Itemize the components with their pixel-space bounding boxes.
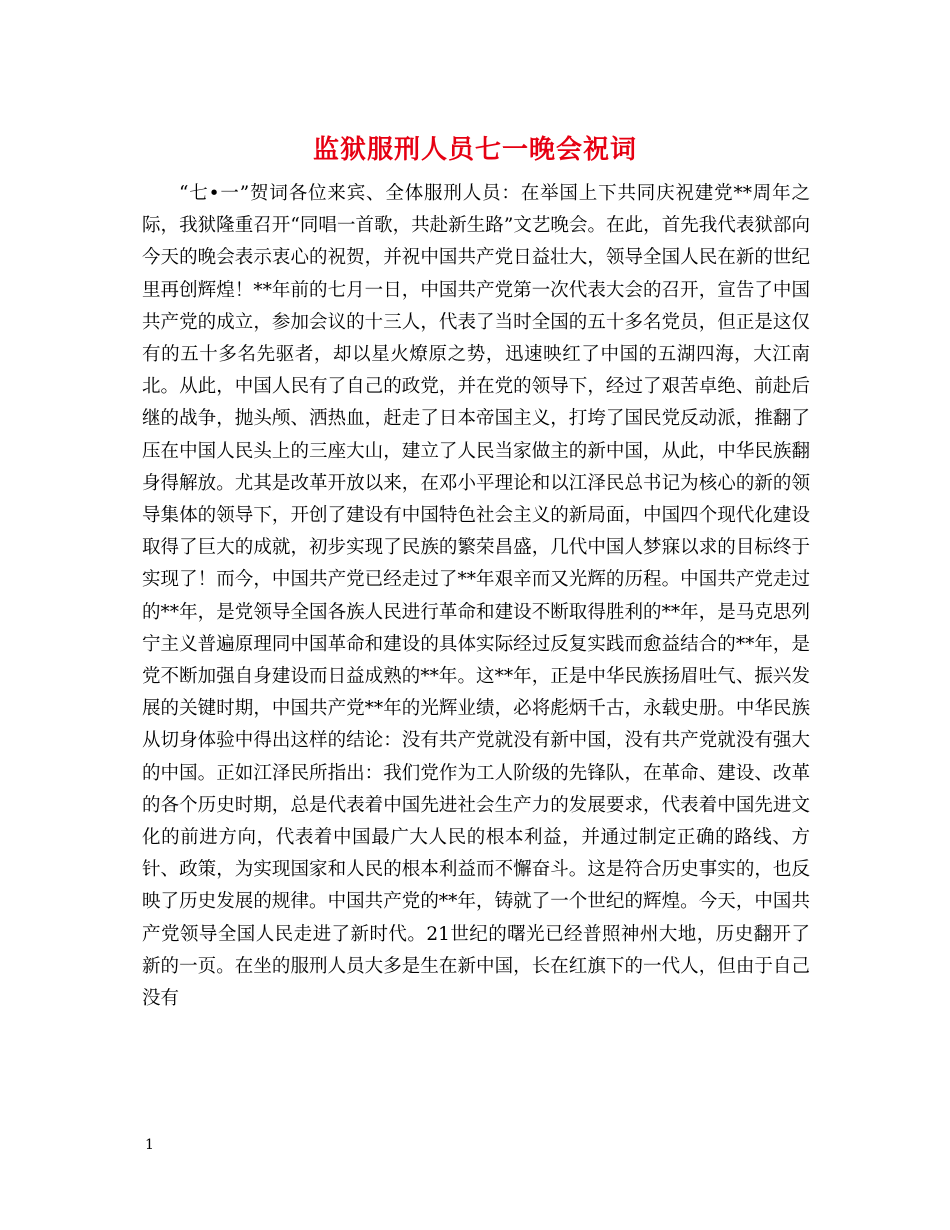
- body-paragraph: “七•一”贺词各位来宾、全体服刑人员：在举国上下共同庆祝建党**周年之际，我狱隆重召开“同唱一首歌，共赴新生路”文艺晚会。在此，首先我代表狱部向今天的晚会表示衷心的祝贺，并祝中国共产党日益壮大，领导全国人民在新的世纪里再创辉煌！**年前的七月一日，中国共产党第一次代表大会的召开，宣告了中国共产党的成立，参加会议的十三人，代表了当时全国的五十多名党员，但正是这仅有的五十多名先驱者，却以星火燎原之势，迅速映红了中国的五湖四海，大江南北。从此，中国人民有了自己的政党，并在党的领导下，经过了艰苦卓绝、前赴后继的战争，抛头颅、洒热血，赶走了日本帝国主义，打垮了国民党反动派，推翻了压在中国人民头上的三座大山，建立了人民当家做主的新中国，从此，中华民族翻身得解放。尤其是改革开放以来，在邓小平理论和以江泽民总书记为核心的新的领导集体的领导下，开创了建设有中国特色社会主义的新局面，中国四个现代化建设取得了巨大的成就，初步实现了民族的繁荣昌盛，几代中国人梦寐以求的目标终于实现了！而今，中国共产党已经走过了**年艰辛而又光辉的历程。中国共产党走过的**年，是党领导全国各族人民进行革命和建设不断取得胜利的**年，是马克思列宁主义普遍原理同中国革命和建设的具体实际经过反复实践而愈益结合的**年，是党不断加强自身建设而日益成熟的**年。这**年，正是中华民族扬眉吐气、振兴发展的关键时期，中国共产党**年的光辉业绩，必将彪炳千古，永载史册。中华民族从切身体验中得出这样的结论：没有共产党就没有新中国，没有共产党就没有强大的中国。正如江泽民所指出：我们党作为工人阶级的先锋队，在革命、建设、改革的各个历史时期，总是代表着中国先进社会生产力的发展要求，代表着中国先进文化的前进方向，代表着中国最广大人民的根本利益，并通过制定正确的路线、方针、政策，为实现国家和人民的根本利益而不懈奋斗。这是符合历史事实的，也反映了历史发展的规律。中国共产党的**年，铸就了一个世纪的辉煌。今天，中国共产党领导全国人民走进了新时代。21世纪的曙光已经普照神州大地，历史翻开了新的一页。在坐的服刑人员大多是生在新中国，长在红旗下的一代人，但由于自己没有: [142, 183, 810, 1010]
- document-title: 监狱服刑人员七一晚会祝词: [312, 135, 637, 165]
- page-number: 1: [145, 1137, 154, 1153]
